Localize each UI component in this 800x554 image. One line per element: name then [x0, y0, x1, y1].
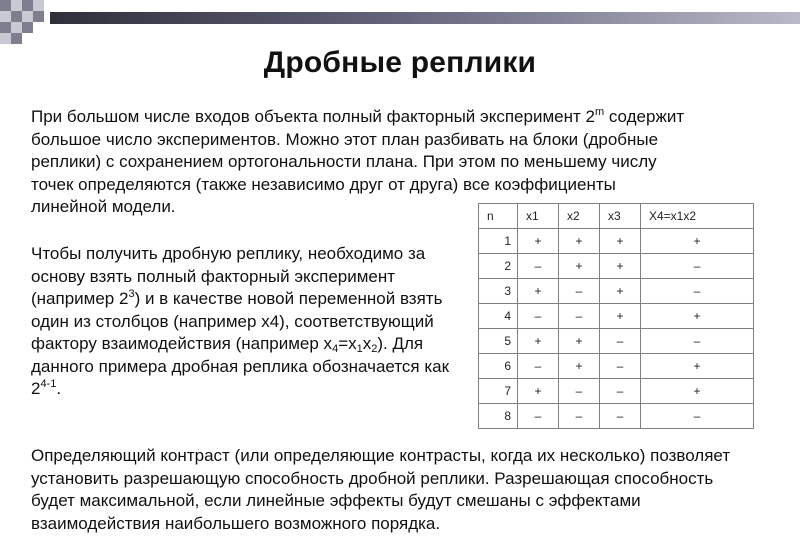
cell-x4: +	[641, 229, 754, 254]
exponent-4-1: 4-1	[40, 378, 57, 390]
method-text: Чтобы получить дробную реплику, необходимо за основу взять полный факторный эксперимент (например 2	[31, 244, 426, 308]
exponent-m: m	[594, 106, 605, 118]
col-header-x4: X4=x1x2	[641, 204, 754, 229]
checker-square	[11, 33, 22, 44]
cell-n: 8	[479, 404, 518, 429]
table-row	[479, 279, 754, 304]
cell-x4: –	[641, 279, 754, 304]
table-row	[479, 379, 754, 404]
cell-x1: –	[518, 254, 559, 279]
checker-square	[22, 0, 33, 11]
cell-x1: +	[518, 229, 559, 254]
checker-square	[11, 0, 22, 11]
cell-x1: –	[518, 304, 559, 329]
cell-n: 4	[479, 304, 518, 329]
cell-n: 5	[479, 329, 518, 354]
cell-x4: –	[641, 404, 754, 429]
cell-x3: +	[600, 254, 641, 279]
cell-n: 7	[479, 379, 518, 404]
table-row	[479, 329, 754, 354]
cell-x3: +	[600, 229, 641, 254]
method-text-x: x	[362, 334, 372, 353]
table-row	[479, 304, 754, 329]
table-row	[479, 354, 754, 379]
col-header-n: n	[479, 204, 518, 229]
checker-square	[0, 22, 11, 33]
cell-x1: –	[518, 354, 559, 379]
cell-n: 6	[479, 354, 518, 379]
cell-x1: +	[518, 329, 559, 354]
exponent-3: 3	[128, 288, 135, 300]
cell-x3: +	[600, 279, 641, 304]
table-header-row	[479, 204, 754, 229]
table-row	[479, 404, 754, 429]
cell-n: 2	[479, 254, 518, 279]
cell-x2: +	[559, 354, 600, 379]
cell-x2: –	[559, 304, 600, 329]
cell-n: 3	[479, 279, 518, 304]
checker-square	[0, 33, 11, 44]
col-header-x2: x2	[559, 204, 600, 229]
cell-x2: –	[559, 404, 600, 429]
header-gradient-bar	[50, 12, 800, 24]
cell-x4: –	[641, 329, 754, 354]
intro-text-cont: содержит большое число экспериментов. Можно этот план разбивать на блоки (дробные реплики) с сохранением ортогональности плана. При этом по меньшему числу точек определяются (также независимо друг от друга) все коэффициенты линейной модели.	[31, 107, 685, 216]
method-paragraph	[31, 243, 461, 401]
checker-square	[11, 22, 22, 33]
method-text-cont: ) и в качестве новой переменной взять один из столбцов (например x4), соответствующий фактору взаимодействия (например x	[31, 289, 443, 353]
slide-title: Дробные реплики	[263, 46, 537, 79]
cell-n: 1	[479, 229, 518, 254]
cell-x4: +	[641, 304, 754, 329]
table-row	[479, 254, 754, 279]
cell-x2: +	[559, 229, 600, 254]
subscript-2: 2	[371, 343, 378, 355]
method-text-period: .	[56, 379, 62, 398]
cell-x1: +	[518, 279, 559, 304]
cell-x1: –	[518, 404, 559, 429]
design-matrix-table	[478, 203, 754, 429]
cell-x3: –	[600, 354, 641, 379]
cell-x3: –	[600, 329, 641, 354]
intro-paragraph	[31, 106, 691, 219]
cell-x4: +	[641, 379, 754, 404]
col-header-x3: x3	[600, 204, 641, 229]
intro-text: При большом числе входов объекта полный факторный эксперимент 2	[31, 107, 595, 126]
cell-x1: +	[518, 379, 559, 404]
cell-x2: –	[559, 279, 600, 304]
cell-x2: +	[559, 254, 600, 279]
table-row	[479, 229, 754, 254]
checker-square	[0, 0, 11, 11]
col-header-x1: x1	[518, 204, 559, 229]
method-text-eq: =x	[338, 334, 357, 353]
cell-x4: +	[641, 354, 754, 379]
checker-square	[22, 22, 33, 33]
contrast-paragraph: Определяющий контраст (или определяющие контрасты, когда их несколько) позволяет установить разрешающую способность дробной реплики. Разрешающая способность будет максимальной, если линейные эффекты будут смешаны с эффектами взаимодействия наибольшего возможного порядка.	[31, 446, 731, 533]
checker-square	[0, 11, 11, 22]
checker-square	[22, 11, 33, 22]
cell-x2: +	[559, 329, 600, 354]
checker-square	[33, 11, 44, 22]
cell-x3: +	[600, 304, 641, 329]
subscript-4: 4	[332, 343, 339, 355]
header-checker-decoration	[0, 0, 44, 44]
cell-x3: –	[600, 404, 641, 429]
cell-x4: –	[641, 254, 754, 279]
checker-square	[11, 11, 22, 22]
checker-square	[33, 0, 44, 11]
method-text-end: ). Для данного примера дробная реплика обозначается как 2	[31, 334, 450, 398]
cell-x3: –	[600, 379, 641, 404]
cell-x2: –	[559, 379, 600, 404]
subscript-1: 1	[356, 343, 363, 355]
